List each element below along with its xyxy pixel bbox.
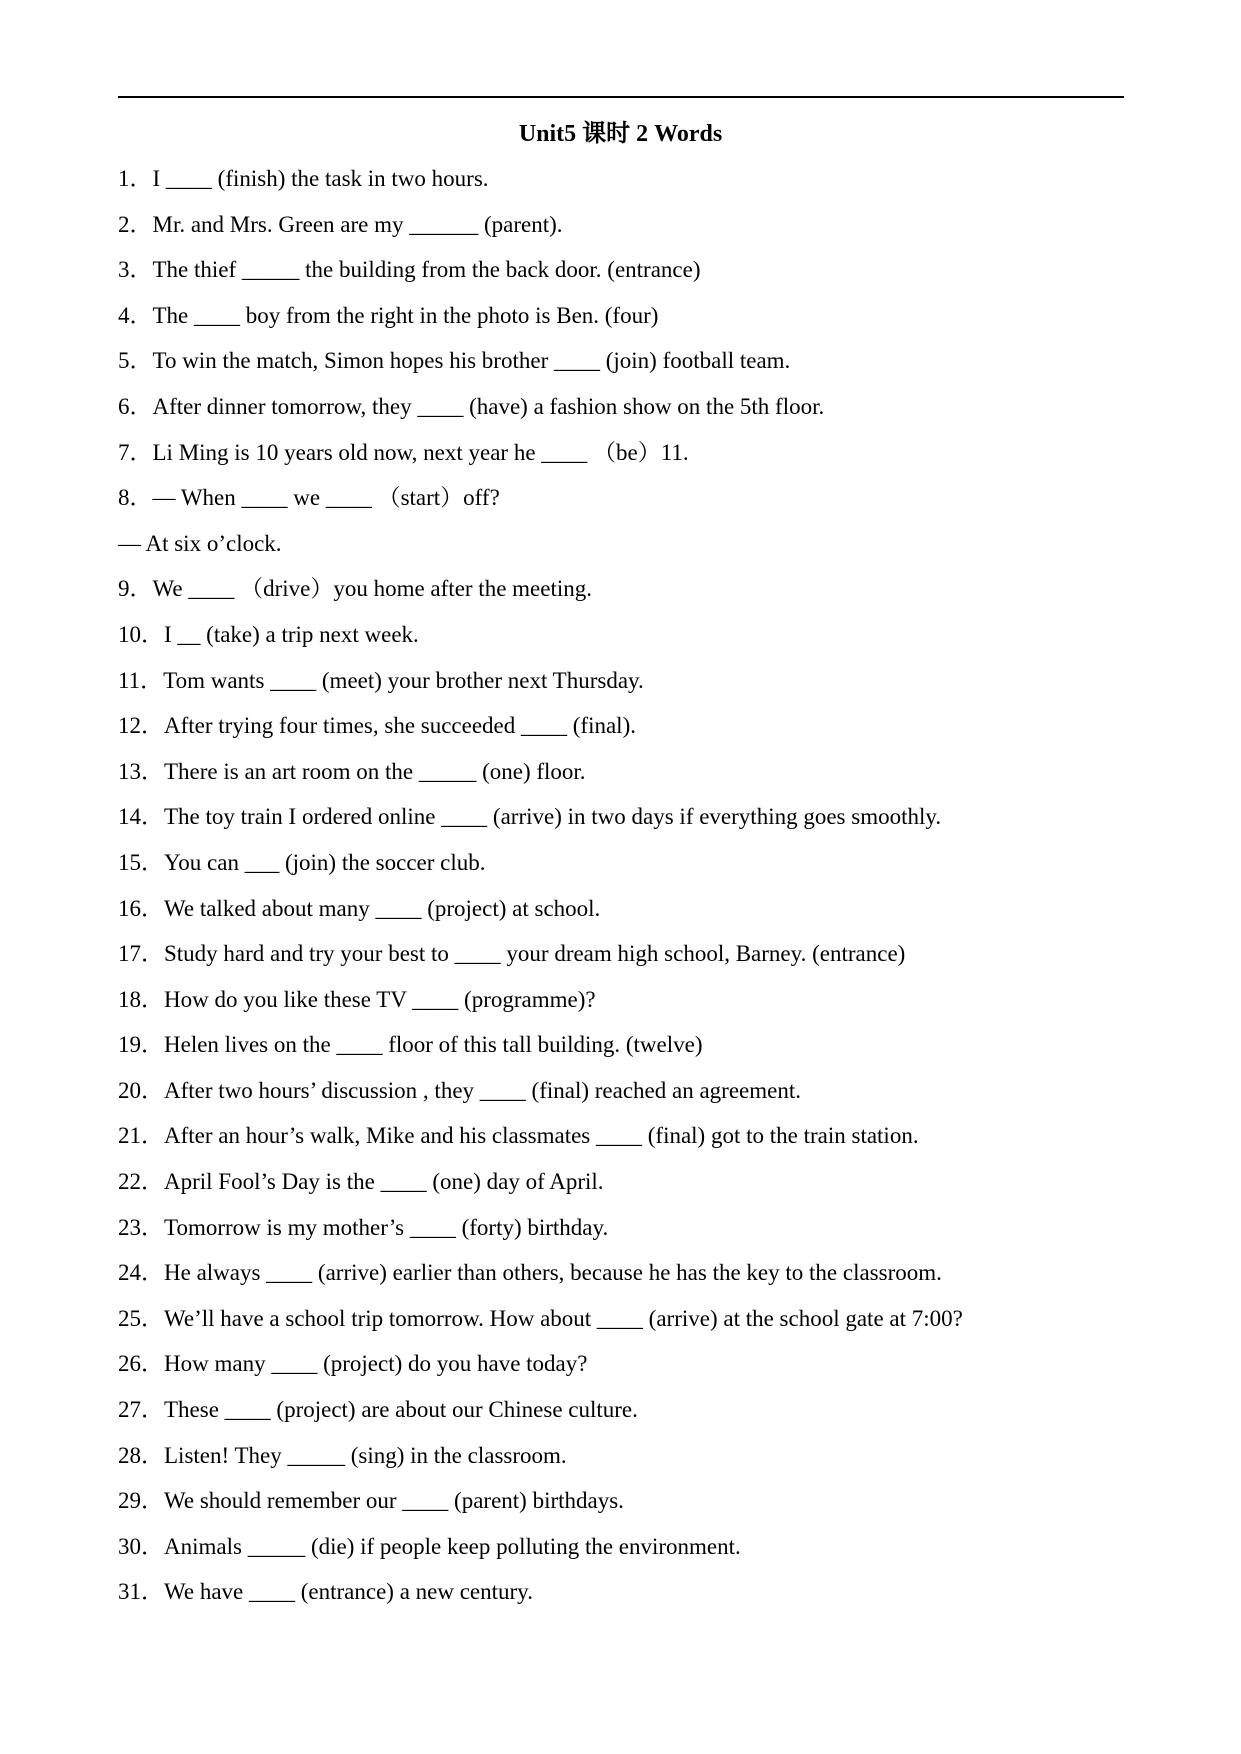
exercise-line: 23．Tomorrow is my mother’s ____ (forty) birthday. [118, 1214, 609, 1240]
exercise-line: 12．After trying four times, she succeeded ____ (final). [118, 713, 636, 739]
exercise-line: 19．Helen lives on the ____ floor of this tall building. (twelve) [118, 1032, 703, 1058]
exercise-line: 6．After dinner tomorrow, they ____ (have) a fashion show on the 5th floor. [118, 393, 825, 419]
exercise-line: 28．Listen! They _____ (sing) in the classroom. [118, 1442, 567, 1468]
exercise-line: 1．I ____ (finish) the task in two hours. [118, 166, 489, 191]
exercise-line: 25．We’ll have a school trip tomorrow. How about ____ (arrive) at the school gate at 7:00? [118, 1305, 963, 1331]
exercise-line: 10．I __ (take) a trip next week. [118, 621, 419, 647]
exercise-line: 30．Animals _____ (die) if people keep polluting the environment. [118, 1533, 741, 1559]
exercise-line: 18．How do you like these TV ____ (programme)? [118, 986, 596, 1012]
exercise-line: 22．April Fool’s Day is the ____ (one) day of April. [118, 1169, 604, 1195]
exercise-line: 5．To win the match, Simon hopes his brother ____ (join) football team. [118, 348, 791, 374]
exercise-line: 26．How many ____ (project) do you have today? [118, 1351, 588, 1377]
exercise-line: 8．— When ____ we ____ （start）off? [118, 485, 500, 511]
exercise-line: 17．Study hard and try your best to ____ your dream high school, Barney. (entrance) [118, 941, 906, 967]
exercise-line: 27．These ____ (project) are about our Chinese culture. [118, 1397, 638, 1423]
exercise-line: 3．The thief _____ the building from the back door. (entrance) [118, 257, 701, 283]
exercise-line: 20．After two hours’ discussion , they ____ (final) reached an agreement. [118, 1077, 801, 1103]
exercise-line: 31．We have ____ (entrance) a new century. [118, 1579, 533, 1605]
exercise-line: 7．Li Ming is 10 years old now, next year he ____ （be）11. [118, 439, 689, 465]
exercise-line: 11．Tom wants ____ (meet) your brother next Thursday. [118, 667, 644, 693]
exercise-line: 24．He always ____ (arrive) earlier than others, because he has the key to the classroom. [118, 1260, 942, 1286]
exercise-line: 2．Mr. and Mrs. Green are my ______ (parent). [118, 211, 563, 237]
exercise-line: 14．The toy train I ordered online ____ (arrive) in two days if everything goes smoothly. [118, 804, 942, 830]
exercise-line: — At six o’clock. [118, 530, 282, 556]
exercise-line: 16．We talked about many ____ (project) at school. [118, 895, 601, 921]
exercise-list [118, 164, 1128, 1623]
exercise-line: 29．We should remember our ____ (parent) birthdays. [118, 1488, 624, 1514]
exercise-line: 15．You can ___ (join) the soccer club. [118, 849, 486, 875]
exercise-line: 4．The ____ boy from the right in the photo is Ben. (four) [118, 302, 659, 328]
exercise-line: 9．We ____ （drive）you home after the meeting. [118, 576, 592, 602]
top-divider [118, 96, 1124, 98]
page-title: Unit5 课时 2 Words [518, 121, 723, 147]
exercise-line: 21．After an hour’s walk, Mike and his classmates ____ (final) got to the train station. [118, 1123, 919, 1149]
exercise-line: 13．There is an art room on the _____ (one) floor. [118, 758, 586, 784]
